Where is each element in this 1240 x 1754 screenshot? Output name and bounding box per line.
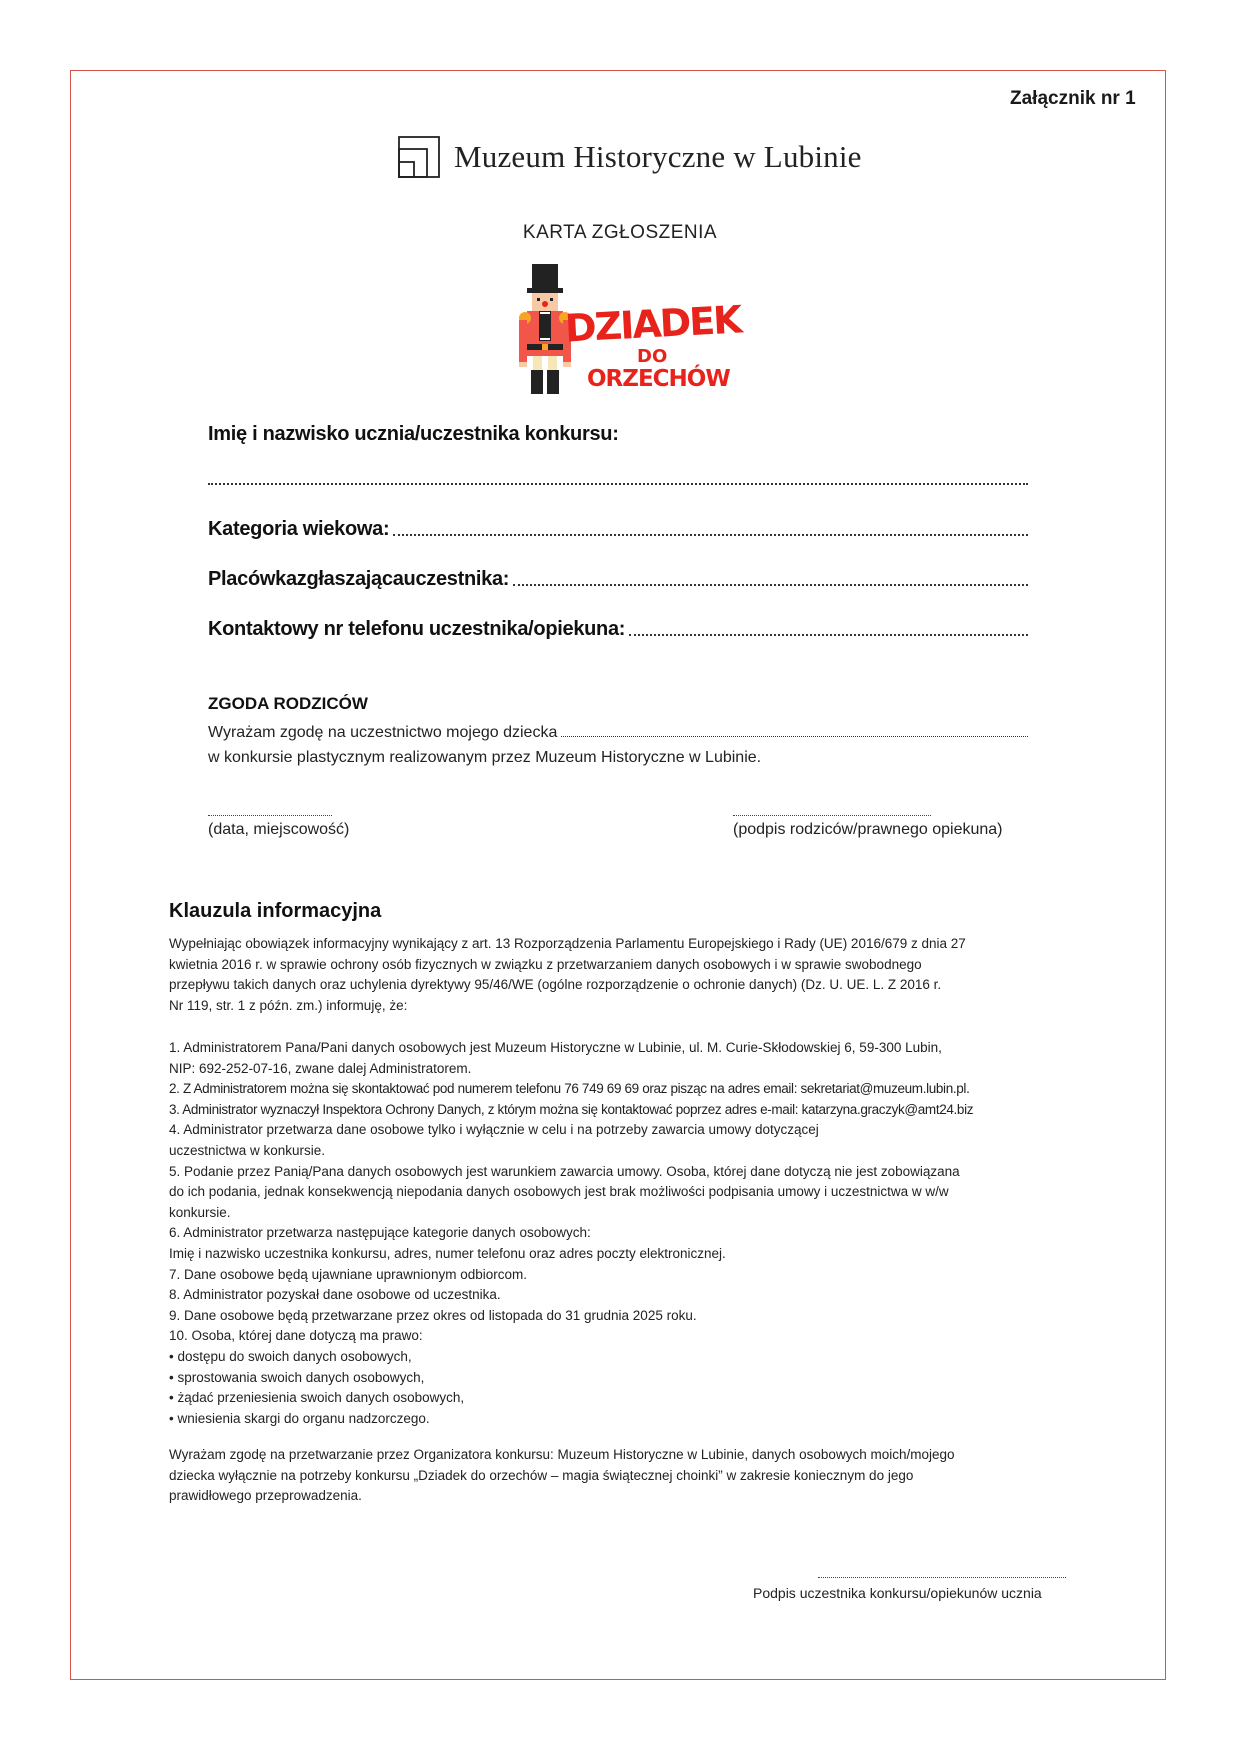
clause-item: 6. Administrator przetwarza następujące kategorie danych osobowych: bbox=[169, 1225, 591, 1241]
museum-logo-icon bbox=[398, 136, 440, 178]
contest-logo bbox=[515, 262, 742, 398]
parental-consent-title: ZGODA RODZICÓW bbox=[208, 694, 368, 713]
parent-signature-label: (podpis rodziców/prawnego opiekuna) bbox=[733, 821, 1003, 838]
name-field[interactable] bbox=[208, 470, 1028, 490]
clause-item: 8. Administrator pozyskał dane osobowe od uczestnika. bbox=[169, 1287, 501, 1303]
final-signature-dots[interactable] bbox=[818, 1577, 1066, 1578]
parental-consent-line2: w konkursie plastycznym realizowanym przez Muzeum Historyczne w Lubinie. bbox=[208, 749, 762, 766]
annex-number: Załącznik nr 1 bbox=[1010, 88, 1136, 109]
clause-item: NIP: 692-252-07-16, zwane dalej Administratorem. bbox=[169, 1060, 472, 1076]
clause-item: 2. Z Administratorem można się skontaktować pod numerem telefonu 76 749 69 69 oraz pisząc na adres email: sekretariat@muzeum.lubin.pl. bbox=[169, 1081, 970, 1097]
clause-item: do ich podania, jednak konsekwencją niepodania danych osobowych jest brak możliwości podpisania umowy i uczestnictwa w w/w bbox=[169, 1184, 949, 1200]
final-signature-label: Podpis uczestnika konkursu/opiekunów ucznia bbox=[753, 1585, 1042, 1601]
clause-item: 4. Administrator przetwarza dane osobowe tylko i wyłącznie w celu i na potrzeby zawarcia umowy dotyczącej bbox=[169, 1122, 819, 1138]
clause-intro-line: Nr 119, str. 1 z późn. zm.) informuję, że: bbox=[169, 997, 408, 1013]
clause-item: 1. Administratorem Pana/Pani danych osobowych jest Muzeum Historyczne w Lubinie, ul. M. Curie-Skłodowskiej 6, 59-300 Lubin, bbox=[169, 1040, 942, 1055]
contest-title-line1: DZIADEK bbox=[563, 297, 742, 351]
phone-field[interactable] bbox=[208, 618, 1028, 641]
contest-title-line3: ORZECHÓW bbox=[587, 366, 730, 392]
clause-consent bbox=[169, 1445, 1069, 1507]
clause-intro-line: kwietnia 2016 r. w sprawie ochrony osób fizycznych w związku z przetwarzaniem danych osobowych i w sprawie swobodnego bbox=[169, 956, 922, 972]
name-field-label: Imię i nazwisko ucznia/uczestnika konkursu: bbox=[208, 423, 619, 445]
clause-items bbox=[169, 1038, 1089, 1429]
clause-title: Klauzula informacyjna bbox=[169, 900, 382, 922]
clause-item: 7. Dane osobowe będą ujawniane uprawnionym odbiorcom. bbox=[169, 1266, 527, 1282]
date-place-label: (data, miejscowość) bbox=[208, 821, 350, 838]
name-field-dots bbox=[208, 483, 1028, 485]
clause-consent-line: Wyrażam zgodę na przetwarzanie przez Organizatora konkursu: Muzeum Historyczne w Lubinie, danych osobowych moich/mojego bbox=[169, 1447, 955, 1462]
age-category-dots bbox=[393, 534, 1028, 536]
school-field[interactable] bbox=[208, 568, 1028, 591]
age-category-label: Kategoria wiekowa: bbox=[208, 518, 390, 540]
clause-consent-line: dziecka wyłącznie na potrzeby konkursu „Dziadek do orzechów – magia świątecznej choinki” w zakresie koniecznym do jego bbox=[169, 1467, 914, 1483]
clause-intro-line: przepływu takich danych oraz uchylenia dyrektywy 95/46/WE (ogólne rozporządzenie o ochronie danych) (Dz. U. UE. L. Z 2016 r. bbox=[169, 977, 942, 993]
clause-intro-line: Wypełniając obowiązek informacyjny wynikający z art. 13 Rozporządzenia Parlamentu Europejskiego i Rady (UE) 2016/679 z dnia 27 bbox=[169, 936, 966, 951]
parental-consent-child-field[interactable] bbox=[208, 724, 1028, 742]
phone-dots bbox=[629, 634, 1028, 636]
clause-right-item: • żądać przeniesienia swoich danych osobowych, bbox=[169, 1390, 465, 1406]
school-label: Placówkazgłaszającauczestnika: bbox=[208, 568, 510, 590]
museum-name: Muzeum Historyczne w Lubinie bbox=[454, 139, 862, 174]
clause-item: 5. Podanie przez Panią/Pana danych osobowych jest warunkiem zawarcia umowy. Osoba, której dane dotyczą nie jest zobowiązana bbox=[169, 1163, 960, 1179]
clause-intro bbox=[169, 934, 1069, 1016]
clause-item: uczestnictwa w konkursie. bbox=[169, 1142, 326, 1158]
museum-logo bbox=[398, 136, 862, 178]
phone-label: Kontaktowy nr telefonu uczestnika/opiekuna: bbox=[208, 618, 626, 640]
clause-consent-line: prawidłowego przeprowadzenia. bbox=[169, 1488, 362, 1504]
clause-right-item: • wniesienia skargi do organu nadzorczego. bbox=[169, 1410, 430, 1426]
clause-item: konkursie. bbox=[169, 1204, 231, 1220]
clause-item: 3. Administrator wyznaczył Inspektora Ochrony Danych, z którym można się kontaktować poprzez adres e-mail: katarzyna.graczyk@amt24.biz bbox=[169, 1101, 974, 1117]
clause-item: 9. Dane osobowe będą przetwarzane przez okres od listopada do 31 grudnia 2025 roku. bbox=[169, 1307, 697, 1323]
contest-title-line2: DO bbox=[637, 346, 668, 367]
clause-right-item: • sprostowania swoich danych osobowych, bbox=[169, 1369, 425, 1385]
age-category-field[interactable] bbox=[208, 518, 1028, 541]
date-place-dots[interactable] bbox=[208, 815, 332, 816]
parental-consent-line1: Wyrażam zgodę na uczestnictwo mojego dziecka bbox=[208, 724, 558, 741]
form-title: KARTA ZGŁOSZENIA bbox=[522, 222, 718, 243]
clause-item: Imię i nazwisko uczestnika konkursu, adres, numer telefonu oraz adres poczty elektronicznej. bbox=[169, 1245, 726, 1261]
school-dots bbox=[513, 584, 1028, 586]
parent-signature-dots[interactable] bbox=[733, 815, 931, 816]
child-name-dots bbox=[561, 736, 1028, 737]
clause-right-item: • dostępu do swoich danych osobowych, bbox=[169, 1348, 412, 1364]
clause-item: 10. Osoba, której dane dotyczą ma prawo: bbox=[169, 1328, 423, 1344]
